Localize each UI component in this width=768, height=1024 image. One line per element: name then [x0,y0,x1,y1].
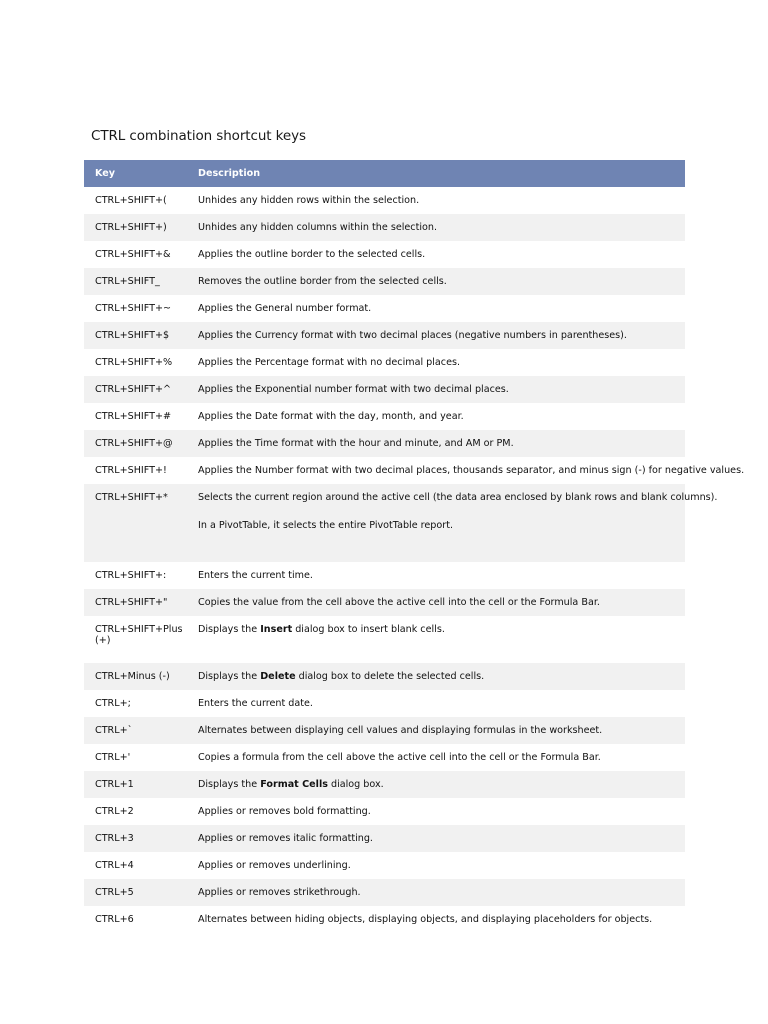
shortcut-key: CTRL+3 [84,825,187,852]
table-row [84,798,685,825]
page-title: CTRL combination shortcut keys [91,128,306,144]
shortcut-key: CTRL+6 [95,914,134,925]
shortcut-key: CTRL+SHIFT+@ [84,430,187,457]
shortcut-key: CTRL+SHIFT_ [84,268,187,295]
description-paragraph: Selects the current region around the active cell (the data area enclosed by blank rows and blank columns). [198,492,718,503]
header-description: Description [187,160,685,187]
table-row [84,663,685,690]
shortcut-description: Applies the Number format with two decimal places, thousands separator, and minus sign (-) for negative values. [198,465,745,476]
table-row [84,484,685,562]
table-row [84,457,685,484]
shortcut-key: CTRL+' [95,752,131,763]
table-header-row [84,160,685,187]
table-row [84,825,685,852]
shortcut-description: Applies or removes bold formatting. [198,806,371,817]
shortcut-key: CTRL+SHIFT+* [84,484,187,562]
shortcut-key: CTRL+Minus (-) [84,663,187,690]
description-text: dialog box to insert blank cells. [292,624,445,635]
table-row [84,717,685,744]
shortcut-description: Applies the outline border to the selected cells. [198,249,426,260]
shortcut-key: CTRL+SHIFT+# [95,411,172,422]
table-row [84,562,685,589]
shortcut-description: Applies the Exponential number format with two decimal places. [187,376,685,403]
description-paragraph: In a PivotTable, it selects the entire PivotTable report. [198,520,454,531]
table-row [84,852,685,879]
shortcut-key: CTRL+2 [95,806,134,817]
shortcut-description: Removes the outline border from the selected cells. [187,268,685,295]
shortcut-key: CTRL+4 [95,860,134,871]
table-row [84,403,685,430]
table-row [84,744,685,771]
header-key: Key [84,160,187,187]
shortcut-key: CTRL+; [95,698,131,709]
shortcut-description: Unhides any hidden rows within the selection. [198,195,420,206]
shortcut-key: CTRL+SHIFT+% [95,357,173,368]
shortcut-description: Applies the General number format. [198,303,372,314]
table-row [84,906,685,933]
shortcut-description: Applies or removes italic formatting. [187,825,685,852]
table-row [84,268,685,295]
table-row [84,349,685,376]
shortcut-description: Applies the Date format with the day, month, and year. [198,411,464,422]
shortcut-description: Alternates between hiding objects, displaying objects, and displaying placeholders for objects. [198,914,653,925]
shortcut-description [187,771,685,798]
description-text: Displays the [198,671,261,682]
shortcut-description [187,616,685,663]
shortcut-description: Copies the value from the cell above the active cell into the cell or the Formula Bar. [187,589,685,616]
shortcut-description: Enters the current time. [198,570,313,581]
shortcut-description: Unhides any hidden columns within the selection. [187,214,685,241]
description-bold-term: Format Cells [260,779,328,790]
shortcut-key: CTRL+SHIFT+" [84,589,187,616]
shortcut-key: CTRL+SHIFT+( [95,195,167,206]
shortcut-description: Applies or removes underlining. [198,860,351,871]
table-row [84,295,685,322]
shortcut-key: CTRL+SHIFT+! [95,465,167,476]
shortcut-key: CTRL+SHIFT+~ [95,303,172,314]
shortcut-description: Applies the Percentage format with no decimal places. [198,357,461,368]
shortcut-description: Applies the Time format with the hour and minute, and AM or PM. [187,430,685,457]
table-row [84,241,685,268]
shortcut-description: Applies or removes strikethrough. [187,879,685,906]
description-bold-term: Insert [260,624,293,635]
shortcut-key: CTRL+SHIFT+) [84,214,187,241]
shortcut-key: CTRL+SHIFT+: [95,570,167,581]
shortcut-key: CTRL+5 [84,879,187,906]
table-row [84,690,685,717]
shortcut-description [187,484,718,562]
table-row [84,430,685,457]
table-row [84,879,685,906]
shortcut-key: CTRL+SHIFT+Plus (+) [95,624,183,646]
table-row [84,214,685,241]
shortcut-key: CTRL+` [84,717,187,744]
description-text: dialog box to delete the selected cells. [295,671,485,682]
shortcut-description: Copies a formula from the cell above the active cell into the cell or the Formula Bar. [198,752,601,763]
shortcut-table [84,160,745,933]
shortcut-key: CTRL+SHIFT+$ [84,322,187,349]
shortcut-description: Alternates between displaying cell values and displaying formulas in the worksheet. [187,717,685,744]
table-row [84,616,685,663]
description-text: Displays the [198,779,261,790]
shortcut-key: CTRL+SHIFT+& [95,249,171,260]
table-row [84,376,685,403]
table-row [84,771,685,798]
shortcut-description: Enters the current date. [198,698,313,709]
shortcut-key: CTRL+SHIFT+^ [84,376,187,403]
description-text: Displays the [198,624,261,635]
table-row [84,322,685,349]
shortcut-description: Applies the Currency format with two decimal places (negative numbers in parentheses). [187,322,685,349]
description-text: dialog box. [327,779,384,790]
table-row [84,589,685,616]
table-row [84,187,685,214]
description-bold-term: Delete [260,671,296,682]
shortcut-key: CTRL+1 [84,771,187,798]
shortcut-description [187,663,685,690]
